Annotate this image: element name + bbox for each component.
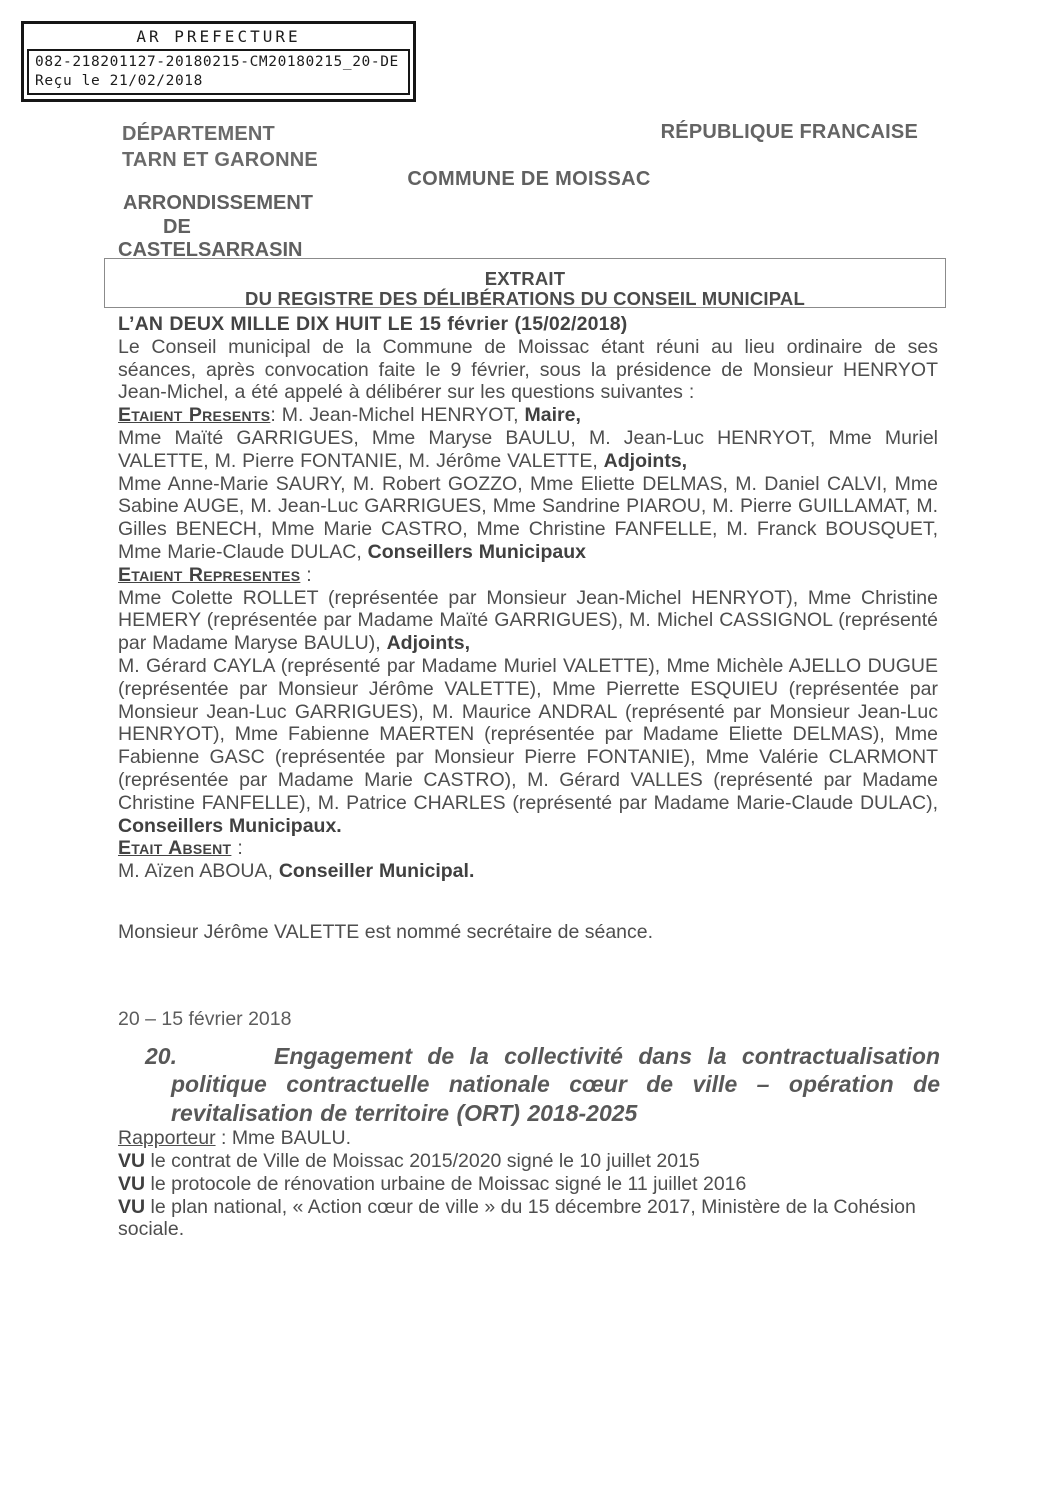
- rapporteur-line: [118, 1127, 940, 1150]
- session-intro: Le Conseil municipal de la Commune de Moissac étant réuni au lieu ordinaire de ses séances, après convocation faite le 9 février, sous la présidence de Monsieur HENRYOT Jean-Michel, a été appelé à délibérer sur les questions suivantes :: [118, 335, 938, 404]
- absent-heading: [118, 837, 938, 860]
- absent-line: [118, 860, 938, 883]
- motion-section: [118, 1008, 940, 1241]
- extract-title-line1: EXTRAIT: [484, 268, 566, 289]
- represented-label: Etaient Representes: [118, 563, 301, 586]
- represented-conseillers-names: M. Gérard CAYLA (représenté par Madame Muriel VALETTE), Mme Michèle AJELLO DUGUE (représentée par Monsieur Jérôme VALETTE), Mme Pierrette ESQUIEU (représentée par Monsieur Jean-Luc GARRIGUES), M. Maurice ANDRAL (représenté par Monsieur Jean-Luc HENRYOT), Mme Fabienne MAERTEN (représentée par Madame Eliette DELMAS), Mme Fabienne GASC (représentée par Monsieur Pierre FONTANIE), Mme Valérie CLARMONT (représentée par Madame Marie CASTRO), M. Gérard VALLES (représenté par Madame Christine FANFELLE), M. Patrice CHARLES (représenté par Madame Marie-Claude DULAC),: [118, 654, 938, 814]
- represented-adjoints-paragraph: [118, 587, 938, 655]
- present-maire-line: [118, 404, 938, 427]
- present-separator: :: [270, 404, 282, 427]
- vu-prefix-1: VU: [118, 1150, 146, 1173]
- department-block: [122, 121, 318, 173]
- absent-role: Conseiller Municipal.: [278, 860, 475, 883]
- present-conseillers-paragraph: [118, 473, 938, 564]
- vu-prefix-2: VU: [118, 1172, 146, 1195]
- vu-text-3: le plan national, « Action cœur de ville » du 15 décembre 2017, Ministère de la Cohésion sociale.: [118, 1195, 916, 1241]
- vu-item-3: [118, 1196, 940, 1242]
- represented-adjoints-role: Adjoints,: [386, 632, 471, 655]
- absent-name: M. Aïzen ABOUA,: [118, 860, 279, 883]
- arrondissement-label: ARRONDISSEMENT: [123, 192, 314, 214]
- motion-title-block: [145, 1042, 940, 1128]
- extract-title-box: [104, 258, 946, 308]
- represented-conseillers-paragraph: [118, 655, 938, 837]
- stamp-received-line: Reçu le 21/02/2018: [35, 72, 203, 89]
- represented-adjoints-names: Mme Colette ROLLET (représentée par Monsieur Jean-Michel HENRYOT), Mme Christine HEMERY (représentée par Madame Maïté GARRIGUES), M. Michel CASSIGNOL (représenté par Madame Maryse BAULU),: [118, 586, 938, 655]
- present-label: Etaient Presents: [118, 404, 271, 427]
- arrondissement-de: DE: [163, 215, 191, 238]
- republic-label: RÉPUBLIQUE FRANCAISE: [660, 121, 918, 143]
- motion-title: Engagement de la collectivité dans la contractualisation politique contractuelle nationale cœur de ville – opération de revitalisation de territoire (ORT) 2018-2025: [171, 1042, 940, 1126]
- present-adjoints-names: Mme Maïté GARRIGUES, Mme Maryse BAULU, M. Jean-Luc HENRYOT, Mme Muriel VALETTE, M. Pierre FONTANIE, M. Jérôme VALETTE,: [118, 426, 938, 472]
- ar-prefecture-stamp: [21, 21, 416, 102]
- arrondissement-block: [118, 192, 313, 263]
- present-conseillers-names: Mme Anne-Marie SAURY, M. Robert GOZZO, Mme Eliette DELMAS, M. Daniel CALVI, Mme Sabine AUGE, M. Jean-Luc GARRIGUES, Mme Sandrine PIAROU, M. Pierre GUILLAMAT, M. Gilles BENECH, Mme Marie CASTRO, Mme Christine FANFELLE, M. Franck BOUSQUET, Mme Marie-Claude DULAC,: [118, 472, 938, 563]
- vu-text-1: le contrat de Ville de Moissac 2015/2020 signé le 10 juillet 2015: [145, 1150, 700, 1173]
- vu-item-1: [118, 1150, 940, 1173]
- commune-label: COMMUNE DE MOISSAC: [407, 168, 651, 190]
- present-conseillers-role: Conseillers Municipaux: [367, 540, 586, 563]
- vu-prefix-3: VU: [118, 1195, 146, 1218]
- absent-separator: :: [231, 837, 243, 860]
- rapporteur-label: Rapporteur: [118, 1127, 216, 1150]
- rapporteur-value: : Mme BAULU.: [215, 1127, 352, 1150]
- represented-separator: :: [300, 563, 312, 586]
- stamp-code-line: 082-218201127-20180215-CM20180215_20-DE: [35, 54, 399, 70]
- vu-item-2: [118, 1173, 940, 1196]
- extract-title-line2: DU REGISTRE DES DÉLIBÉRATIONS DU CONSEIL MUNICIPAL: [245, 287, 805, 309]
- represented-conseillers-role: Conseillers Municipaux.: [118, 814, 342, 837]
- represented-heading: [118, 564, 938, 587]
- vu-text-2: le protocole de rénovation urbaine de Moissac signé le 11 juillet 2016: [145, 1172, 747, 1195]
- present-maire-names: M. Jean-Michel HENRYOT,: [281, 404, 525, 427]
- present-maire-role: Maire,: [524, 404, 581, 427]
- department-label: DÉPARTEMENT: [122, 123, 275, 145]
- deliberation-body: [118, 313, 938, 883]
- department-name: TARN ET GARONNE: [122, 149, 318, 171]
- absent-label: Etait Absent: [118, 837, 232, 860]
- motion-number: 20.: [145, 1042, 177, 1069]
- secretary-line: Monsieur Jérôme VALETTE est nommé secrétaire de séance.: [118, 921, 654, 943]
- arrondissement-city: CASTELSARRASIN: [118, 239, 303, 261]
- session-date-heading: L’AN DEUX MILLE DIX HUIT LE 15 février (15/02/2018): [118, 313, 628, 335]
- deliberation-ref: 20 – 15 février 2018: [118, 1008, 292, 1030]
- present-adjoints-paragraph: [118, 427, 938, 473]
- stamp-inner-box: [27, 49, 410, 95]
- present-adjoints-role: Adjoints,: [603, 449, 688, 472]
- stamp-title: AR PREFECTURE: [136, 27, 301, 46]
